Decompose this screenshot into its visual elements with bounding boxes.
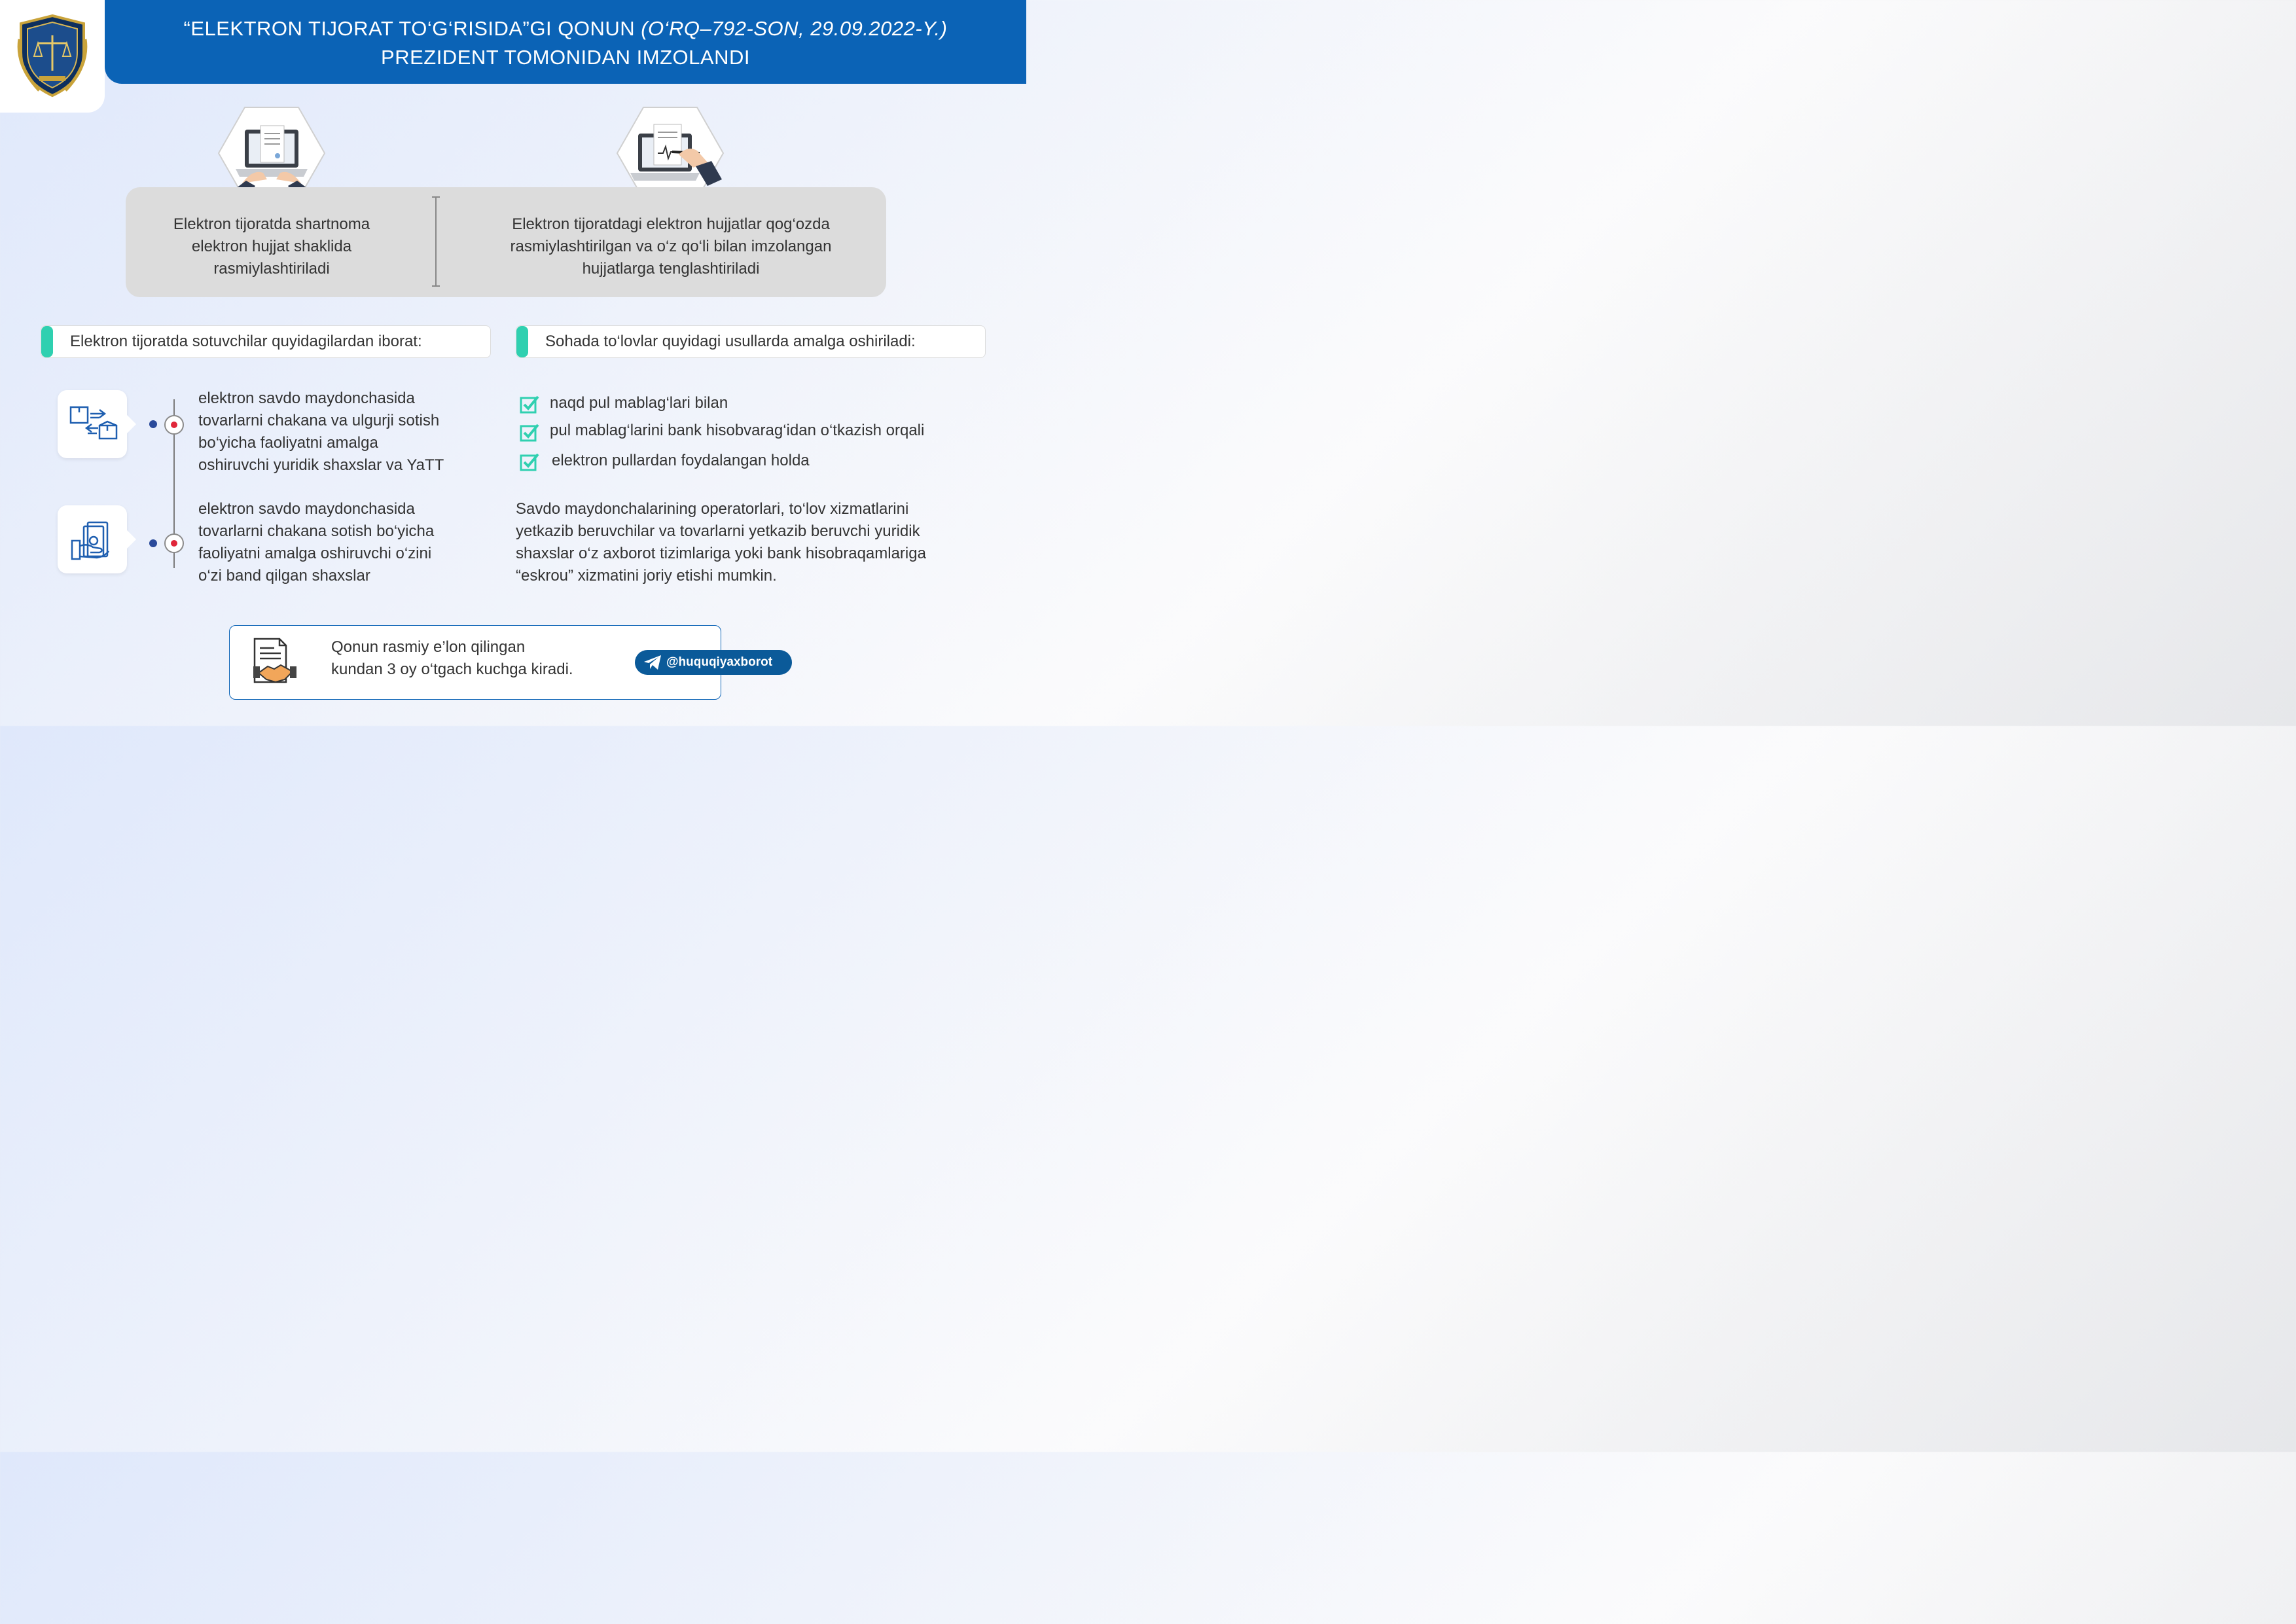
escrow-note: Savdo maydonchalarining operatorlari, to‘lov xizmatlarini yetkazib beruvchilar va tovarlarni yetkazib beruvchi yuridik shaxslar o‘z axborot tizimlariga yoki bank hisobraqamlariga “eskrou” xizmatini joriy etishi mumkin.	[516, 500, 926, 585]
money-hand-icon	[71, 520, 113, 562]
timeline-dot	[149, 420, 157, 428]
payments-heading: Sohada to‘lovlar quyidagi usullarda amalga oshiriladi:	[516, 325, 986, 358]
timeline-marker	[164, 415, 184, 435]
checkbox-icon	[520, 394, 539, 414]
seller-card-1	[58, 390, 127, 458]
ministry-emblem-logo	[13, 13, 92, 98]
sellers-heading: Elektron tijoratda sotuvchilar quyidagilardan iborat:	[41, 325, 491, 358]
title-line-2: PREZIDENT TOMONIDAN IMZOLANDI	[381, 46, 750, 69]
seller-card-2	[58, 505, 127, 573]
telegram-badge[interactable]	[635, 650, 792, 675]
payment-item-3: elektron pullardan foydalangan holda	[552, 452, 810, 469]
laptop-document-icon	[217, 106, 326, 200]
facts-divider	[435, 196, 437, 287]
laptop-signing-icon	[616, 106, 725, 200]
exchange-boxes-icon	[68, 405, 120, 444]
header-banner	[105, 0, 1026, 84]
accent-bar	[41, 326, 53, 357]
payment-item-2: pul mablag‘larini bank hisobvarag‘idan o‘tkazish orqali	[550, 422, 925, 439]
accent-bar	[516, 326, 528, 357]
seller-text-2: elektron savdo maydonchasida tovarlarni chakana sotish bo‘yicha faoliyatni amalga oshiruvchi o‘zini o‘zi band qilgan shaxslar	[198, 500, 435, 585]
telegram-handle: @huquqiyaxborot	[666, 655, 773, 669]
fact-left: Elektron tijoratda shartnoma elektron hujjat shaklida rasmiylashtiriladi	[173, 215, 370, 278]
effective-date-text: Qonun rasmiy e’lon qilingan kundan 3 oy o‘tgach kuchga kiradi.	[331, 638, 573, 678]
checkbox-icon	[520, 422, 539, 442]
telegram-icon	[643, 654, 662, 671]
timeline-marker	[164, 533, 184, 553]
payment-item-1: naqd pul mablag‘lari bilan	[550, 394, 728, 412]
title-line-1: “ELEKTRON TIJORAT TO‘G‘RISIDA”GI QONUN (O‘RQ–792-SON, 29.09.2022-Y.)	[183, 17, 948, 40]
logo-panel	[0, 0, 105, 113]
fact-right: Elektron tijoratdagi elektron hujjatlar qog‘ozda rasmiylashtirilgan va o‘z qo‘li bilan imzolangan hujjatlarga tenglashtiriladi	[510, 215, 832, 278]
checkbox-icon	[520, 452, 539, 471]
seller-text-1: elektron savdo maydonchasida tovarlarni chakana va ulgurji sotish bo‘yicha faoliyatni amalga oshiruvchi yuridik shaxslar va YaTT	[198, 389, 444, 474]
contract-handshake-icon	[252, 636, 298, 686]
timeline-dot	[149, 539, 157, 547]
